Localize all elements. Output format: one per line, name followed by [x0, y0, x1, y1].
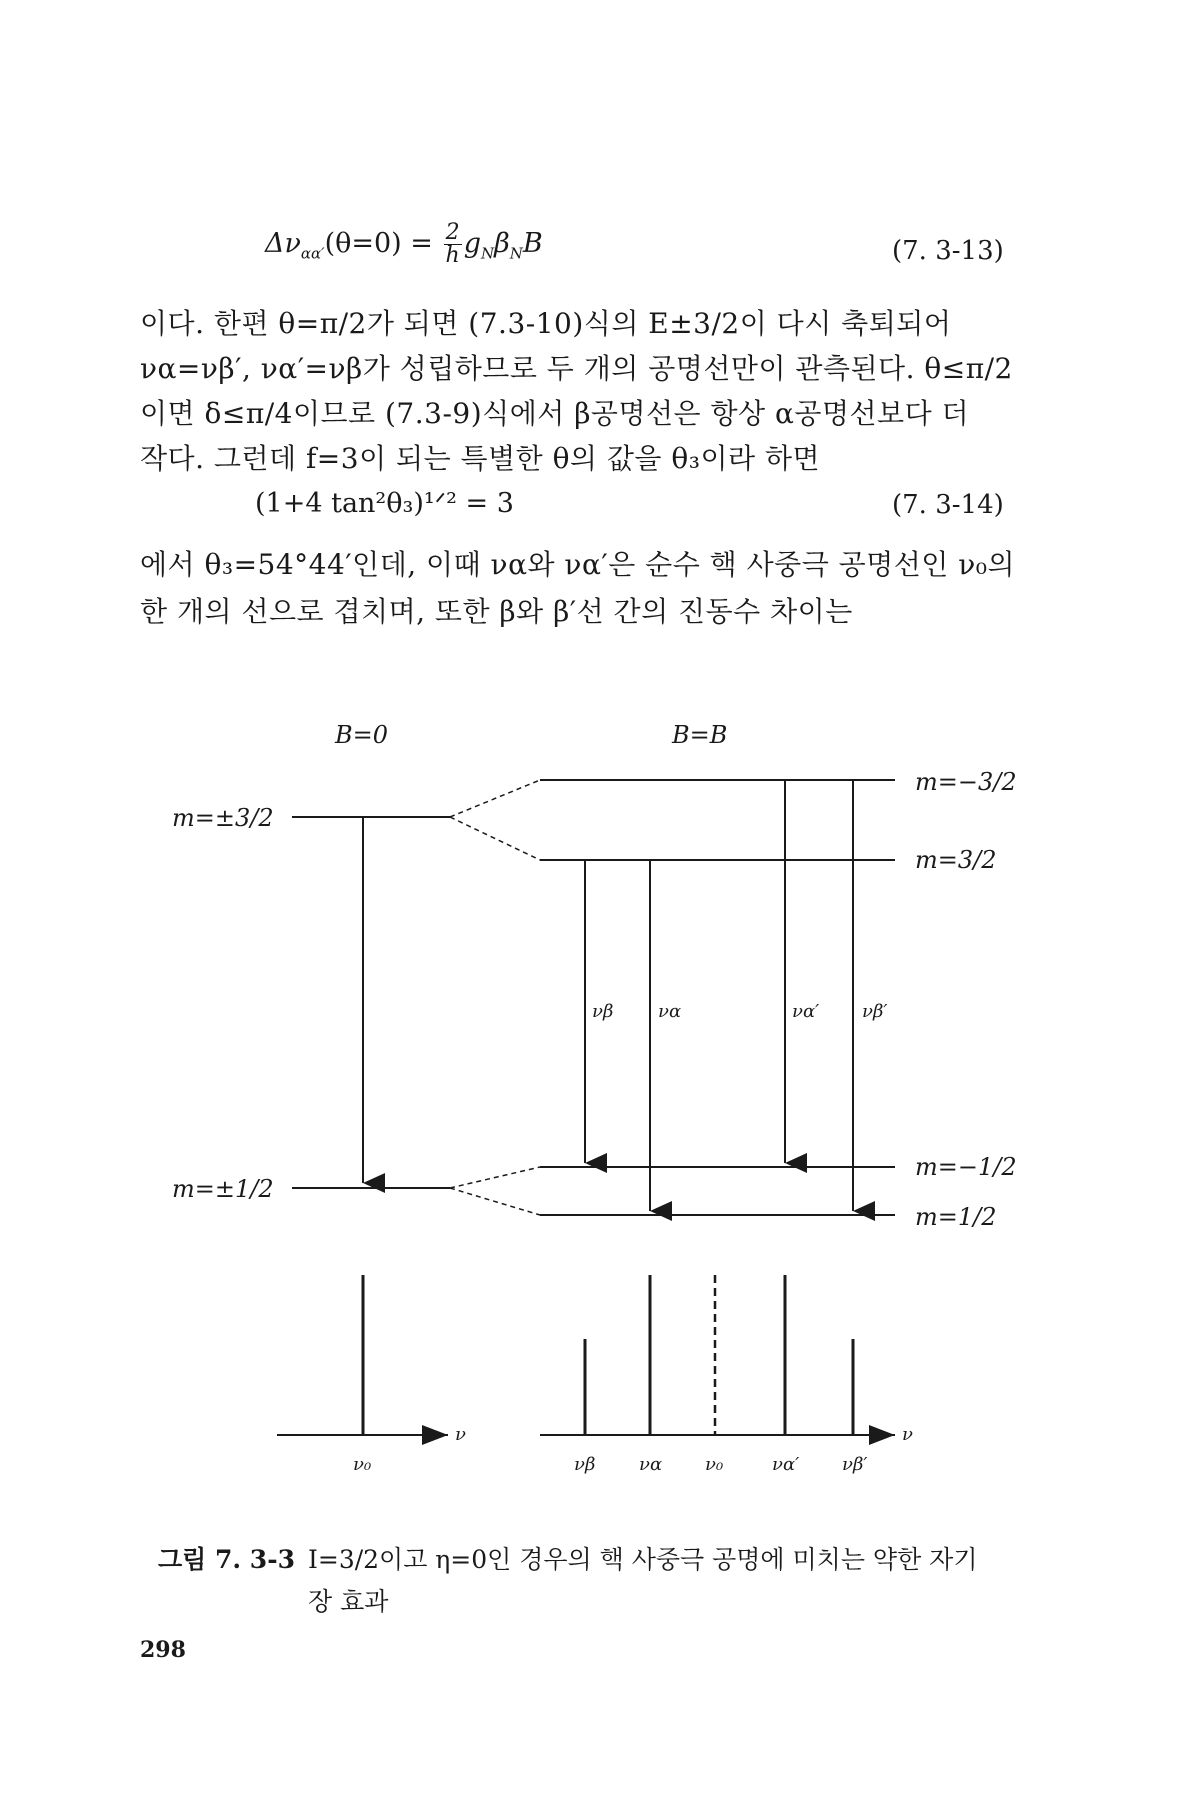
spectrum-tick-label: νβ′ [842, 1454, 868, 1475]
label-right-level: m=−1/2 [915, 1153, 1017, 1181]
label-right-level: m=−3/2 [915, 768, 1017, 796]
split-line [450, 780, 540, 817]
caption-text-line1: I=3/2이고 η=0인 경우의 핵 사중극 공명에 미치는 약한 자기 [308, 1545, 978, 1574]
spectrum-tick-label: νβ [574, 1454, 596, 1475]
paragraph-line: 작다. 그런데 f=3이 되는 특별한 θ의 값을 θ₃이라 하면 [140, 442, 821, 475]
equation-number-13: (7. 3-13) [892, 236, 1004, 266]
spectrum-tick-label: να [639, 1454, 663, 1475]
label-left-top: m=±3/2 [172, 804, 274, 832]
paragraph-line: 이다. 한편 θ=π/2가 되면 (7.3-10)식의 E±3/2이 다시 축퇴되어 [140, 307, 952, 340]
paragraph-line: 에서 θ₃=54°44′인데, 이때 να와 να′은 순수 핵 사중극 공명선인 ν₀의 [140, 548, 1016, 581]
spectrum-axis-label: ν [455, 1424, 466, 1445]
spectrum-tick-label: ν₀ [353, 1454, 372, 1475]
paragraph-line: 이면 δ≤π/4이므로 (7.3-9)식에서 β공명선은 항상 α공명선보다 더 [140, 397, 970, 430]
caption-text-line2: 장 효과 [308, 1587, 389, 1616]
spectrum-tick-label: ν₀ [705, 1454, 724, 1475]
transition-label: νβ′ [862, 1001, 888, 1022]
fraction: $\frac{2}{h}$ [445, 220, 460, 268]
label-b-zero: B=0 [335, 721, 389, 749]
transition-label: να′ [792, 1001, 820, 1022]
equation-number-14: (7. 3-14) [892, 490, 1004, 520]
split-line [450, 1167, 540, 1188]
label-left-bottom: m=±1/2 [172, 1175, 274, 1203]
paragraph-line: να=νβ′, να′=νβ가 성립하므로 두 개의 공명선만이 관측된다. θ≤π/2 [140, 352, 1013, 385]
caption-label: 그림 7. 3-3 [158, 1545, 295, 1574]
split-line [450, 1188, 540, 1215]
equation-7-3-14: (1+4 tan²θ₃)¹ᐟ² = 3 [255, 488, 514, 519]
label-right-level: m=3/2 [915, 846, 997, 874]
spectrum-tick-label: να′ [772, 1454, 800, 1475]
paragraph-line: 한 개의 선으로 겹치며, 또한 β와 β′선 간의 진동수 차이는 [140, 595, 853, 628]
page-number: 298 [140, 1637, 186, 1663]
label-right-level: m=1/2 [915, 1203, 997, 1231]
label-b-field: B=B [672, 721, 728, 749]
spectrum-axis-label: ν [902, 1424, 913, 1445]
figure-caption [158, 1540, 295, 1576]
equation-7-3-13: $\Delta\nu_{\alpha\alpha'}(\theta=0)$ = $\frac{2}{h}$ $g_N\beta_NB$ [265, 220, 543, 268]
split-line [450, 817, 540, 860]
transition-label: να [658, 1001, 682, 1022]
transition-label: νβ [592, 1001, 614, 1022]
